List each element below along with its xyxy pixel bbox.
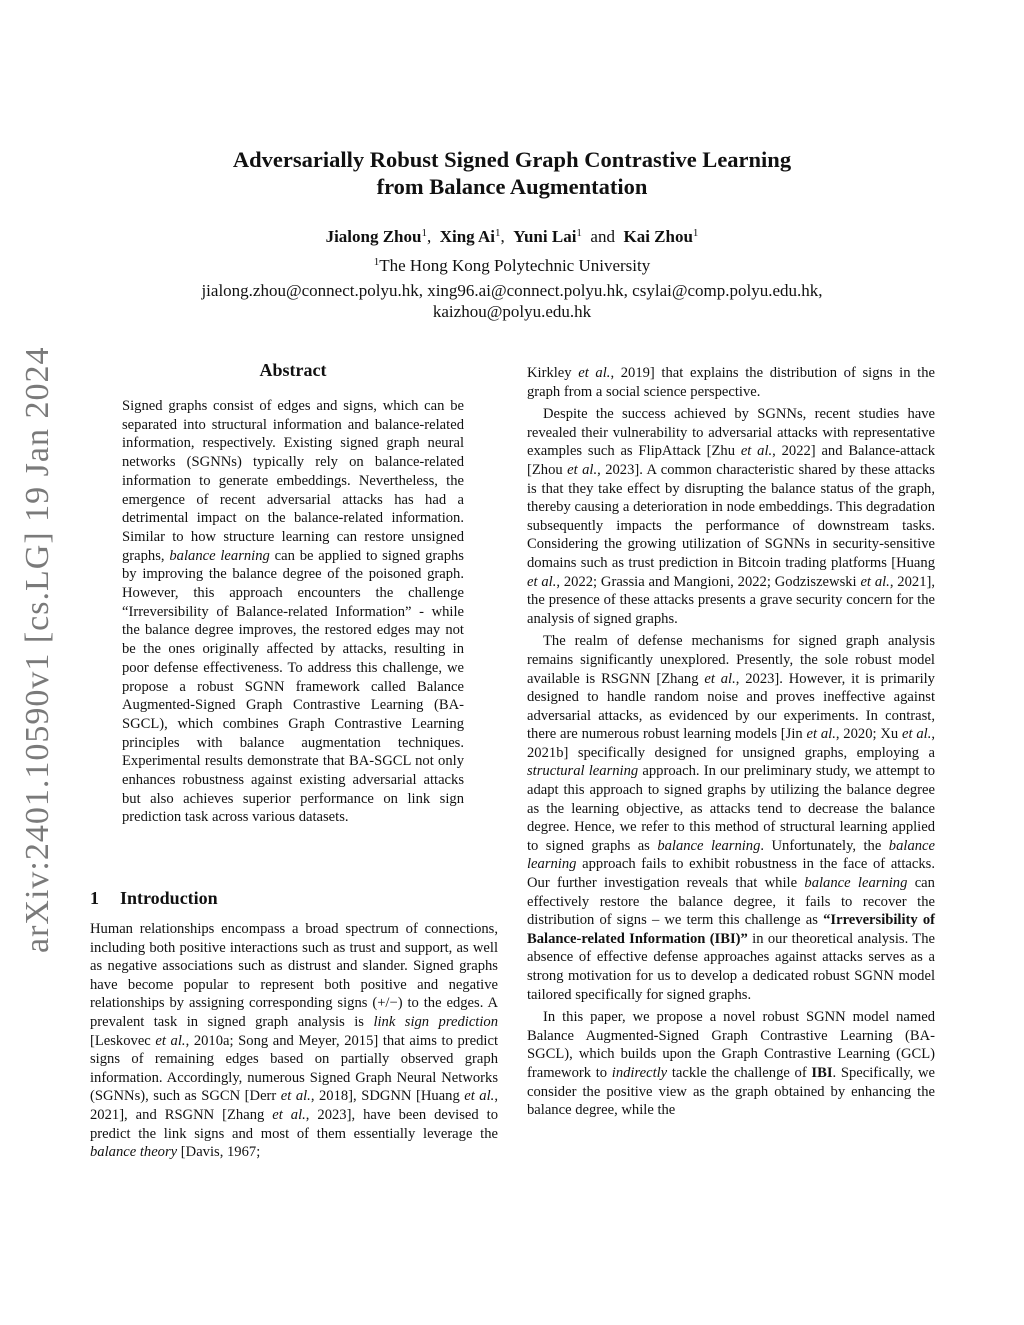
author-affiliation-mark: 1	[421, 227, 427, 239]
author-affiliation-mark: 1	[692, 227, 699, 239]
italic-run: et al.	[740, 443, 773, 460]
email-line-2: kaizhou@polyu.edu.hk	[432, 302, 592, 321]
author-and: and	[590, 227, 615, 246]
italic-run: et al.	[704, 670, 736, 687]
body-paragraph	[90, 920, 498, 1162]
italic-run: balance learning	[657, 837, 761, 854]
text-run: In this paper, we propose a novel robust SGNN model named Balance Augmented-Signed Graph Contrastive Learning (BA-SGCL), which builds upon the Graph Contrastive Learning (GCL) framework to	[527, 1009, 935, 1081]
text-run: , 2023], have been devised to predict the link signs and most of them essentially leverage the	[90, 1106, 498, 1142]
title-line-1: Adversarially Robust Signed Graph Contrastive Learning	[232, 147, 792, 172]
text-run: , 2022] and Balance-attack [Zhou	[527, 443, 936, 478]
abstract-paragraph	[122, 397, 464, 827]
text-run: . Specifically, we consider the positive view as the graph obtained by enhancing the balance degree, while the	[527, 1064, 935, 1119]
italic-run: et al.	[280, 1088, 311, 1105]
affiliation-mark: 1	[373, 256, 380, 268]
bold-run: IBI	[811, 1064, 833, 1081]
author-separator: ,	[426, 227, 432, 246]
section-number: 1	[90, 888, 99, 908]
section-title: Introduction	[120, 888, 218, 908]
italic-run: et al.	[567, 461, 598, 478]
author-name: Xing Ai	[439, 227, 495, 246]
italic-run: et al.	[464, 1088, 495, 1105]
text-run: tackle the challenge of	[671, 1064, 807, 1081]
body-paragraph	[527, 405, 935, 628]
author-affiliation-mark: 1	[576, 227, 582, 239]
italic-run: et al.	[806, 726, 836, 743]
text-run: approach fails to exhibit robustness in the face of attacks. Our further investigation reveals that while	[527, 856, 935, 892]
text-run: , 2021b] specifically designed for unsigned graphs, employing a	[527, 726, 936, 761]
email-line-1: jialong.zhou@connect.polyu.hk, xing96.ai@connect.polyu.hk, csylai@comp.polyu.edu.hk,	[201, 281, 823, 300]
text-run: , 2010a; Song and Meyer, 2015] that aims to predict signs of remaining edges based on partially observed graph information. Accordingly, numerous Signed Graph Neural Networks (SGNNs), such as SGCN [Derr	[90, 1032, 499, 1105]
text-run: in our theoretical analysis. The absence of effective defense approaches against attacks serves as a strong motivation for us to develop a dedicated robust SGNN model tailored specifically for signed graphs.	[527, 930, 935, 1003]
text-run: , 2022; Grassia and Mangioni, 2022; Godziszewski	[556, 573, 857, 590]
italic-run: et al.	[272, 1106, 306, 1123]
introduction-left-column	[90, 920, 498, 1162]
text-run: . Unfortunately, the	[760, 837, 882, 854]
body-paragraph	[527, 364, 935, 401]
italic-run: et al.	[527, 573, 557, 590]
author-separator: ,	[500, 227, 505, 246]
italic-run: et al.	[902, 726, 932, 743]
author-name: Kai Zhou	[623, 227, 693, 246]
bold-run: “Irreversibility of Balance-related Information (IBI)”	[527, 912, 936, 947]
body-paragraph	[527, 1008, 935, 1120]
text-run: approach. In our preliminary study, we attempt to adapt this approach to signed graphs by utilizing the balance degree as the learning objective, as attacks tend to decrease the balance degree. Hence, we refer to this method of structural learning applied to signed graphs as	[527, 763, 935, 854]
arxiv-stamp: arXiv:2401.10590v1 [cs.LG] 19 Jan 2024	[19, 346, 56, 954]
paper-title	[150, 146, 874, 200]
text-run: , 2020; Xu	[835, 726, 899, 743]
abstract-heading: Abstract	[259, 360, 327, 380]
text-run: Kirkley	[527, 365, 572, 381]
italic-run: structural learning	[527, 763, 639, 780]
author-emails	[130, 280, 894, 322]
abstract-body	[122, 397, 464, 827]
introduction-right-column	[527, 364, 935, 1120]
italic-run: et al.	[578, 365, 611, 381]
author-affiliation-mark: 1	[495, 227, 501, 239]
text-run: Human relationships encompass a broad spectrum of connections, including both positive interactions such as trust and support, as well as negative associations such as distrust and slander. Signed graphs have become popular to represent both positive and negative relationships by assigning corresponding signs (+/−) to the edges. A prevalent task in signed graph analysis is	[90, 921, 498, 1030]
text-run: , 2019] that explains the distribution of signs in the graph from a social science perspective.	[527, 365, 935, 400]
author-name: Jialong Zhou	[325, 227, 422, 246]
text-run: Signed graphs consist of edges and signs, which can be separated into structural information and balance-related information, respectively. Existing signed graph neural networks (SGNNs) typically rely on balance-related information to generate embeddings. Nevertheless, the emergence of recent adversarial attacks has had a detrimental impact on the balance-related information. Similar to how structure learning can restore unsigned graphs,	[122, 398, 464, 564]
italic-run: balance learning	[527, 837, 935, 873]
affiliation	[150, 254, 874, 278]
italic-run: et al.	[860, 573, 890, 590]
italic-run: link sign prediction	[373, 1013, 499, 1030]
text-run: Despite the success achieved by SGNNs, recent studies have revealed their vulnerability to adversarial attacks with representative examples such as FlipAttack [Zhu	[527, 406, 935, 460]
text-run: , 2023]. However, it is primarily designed to handle random noise and proves ineffective against adversarial attacks, as evidenced by our experiments. In contrast, there are numerous robust learning models [Jin	[527, 670, 935, 743]
italic-run: balance learning	[169, 547, 270, 564]
text-run: can effectively restore the balance degree, it fails to recover the distribution of signs – we term this challenge as	[527, 875, 935, 929]
body-paragraph	[527, 632, 935, 1004]
italic-run: et al.	[155, 1032, 186, 1049]
title-line-2: from Balance Augmentation	[376, 174, 648, 199]
text-run: can be applied to signed graphs by improving the balance degree of the poisoned graph. However, this approach encounters the challenge “Irreversibility of Balance-related Information” - while the balance degree improves, the restored edges may not be the ones originally affected by attacks, resulting in poor defense effectiveness. To address this challenge, we propose a robust SGNN framework called Balance Augmented-Signed Graph Contrastive Learning (BA-SGCL), which combines Graph Contrastive Learning principles with balance augmentation techniques. Experimental results demonstrate that BA-SGCL not only enhances robustness against existing adversarial attacks but also achieves superior performance on link sign prediction task across various datasets.	[122, 547, 464, 826]
text-run: , 2023]. A common characteristic shared by these attacks is that they take effect by disrupting the balance status of the graph, thereby causing a deterioration in node embeddings. This degradation subsequently impacts the performance of downstream tasks. Considering the growing utilization of SGNNs in security-sensitive domains such as trust prediction in Bitcoin trading platforms [Huang	[527, 461, 935, 571]
text-run: The realm of defense mechanisms for signed graph analysis remains significantly unexplored. Presently, the sole robust model available is RSGNN [Zhang	[527, 633, 935, 687]
italic-run: balance learning	[804, 875, 908, 892]
affiliation-name: The Hong Kong Polytechnic University	[379, 256, 651, 275]
author-list	[150, 225, 874, 249]
section-heading-introduction	[90, 888, 218, 909]
text-run: , 2021], the presence of these attacks presents a grave security concern for the analysis of signed graphs.	[527, 573, 936, 627]
italic-run: balance theory	[90, 1144, 178, 1161]
text-run: , 2018], SDGNN [Huang	[310, 1088, 460, 1105]
author-name: Yuni Lai	[513, 227, 577, 246]
text-run: [Leskovec	[90, 1032, 151, 1049]
italic-run: indirectly	[611, 1064, 668, 1081]
text-run: , 2021], and RSGNN [Zhang	[90, 1088, 498, 1123]
text-run: [Davis, 1967;	[180, 1144, 261, 1161]
